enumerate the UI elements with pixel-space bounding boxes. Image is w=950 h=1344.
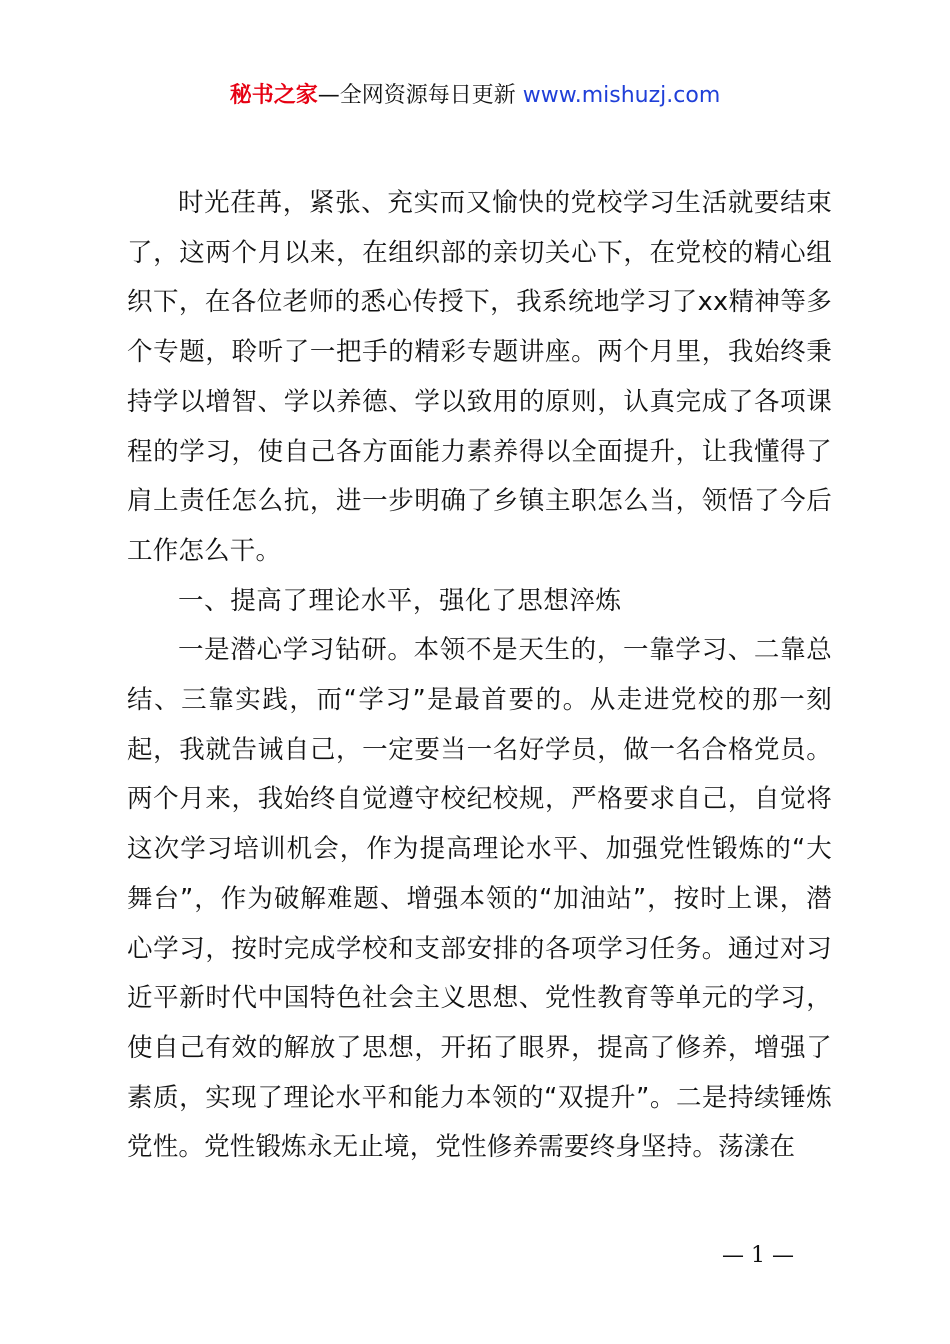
- page-number: — 1 —: [722, 1243, 794, 1268]
- site-brand: 秘书之家: [229, 83, 318, 108]
- intro-paragraph: 时光荏苒，紧张、充实而又愉快的党校学习生活就要结束了，这两个月以来，在组织部的亲切关心下，在党校的精心组织下，在各位老师的悉心传授下，我系统地学习了xx精神等多个专题，聆听了一把手的精彩专题讲座。两个月里，我始终秉持学以增智、学以养德、学以致用的原则，认真完成了各项课程的学习，使自己各方面能力素养得以全面提升，让我懂得了肩上责任怎么抗，进一步明确了乡镇主职怎么当，领悟了今后工作怎么干。: [127, 188, 832, 566]
- site-url-link[interactable]: www.mishuzj.com: [522, 83, 721, 108]
- section-heading: 一、提高了理论水平，强化了思想淬炼: [178, 585, 622, 616]
- body-paragraph: 一是潜心学习钻研。本领不是天生的，一靠学习、二靠总结、三靠实践，而“学习”是最首要的。从走进党校的那一刻起，我就告诫自己，一定要当一名好学员，做一名合格党员。两个月来，我始终自觉遵守校纪校规，严格要求自己，自觉将这次学习培训机会，作为提高理论水平、加强党性锻炼的“大舞台”，作为破解难题、增强本领的“加油站”，按时上课，潜心学习，按时完成学校和支部安排的各项学习任务。通过对习近平新时代中国特色社会主义思想、党性教育等单元的学习，使自己有效的解放了思想，开拓了眼界，提高了修养，增强了素质，实现了理论水平和能力本领的“双提升”。二是持续锤炼党性。党性锻炼永无止境，党性修养需要终身坚持。荡漾在: [127, 635, 832, 1163]
- site-header: [0, 80, 950, 112]
- site-tagline: —全网资源每日更新: [317, 83, 523, 108]
- document-body: [127, 179, 832, 1173]
